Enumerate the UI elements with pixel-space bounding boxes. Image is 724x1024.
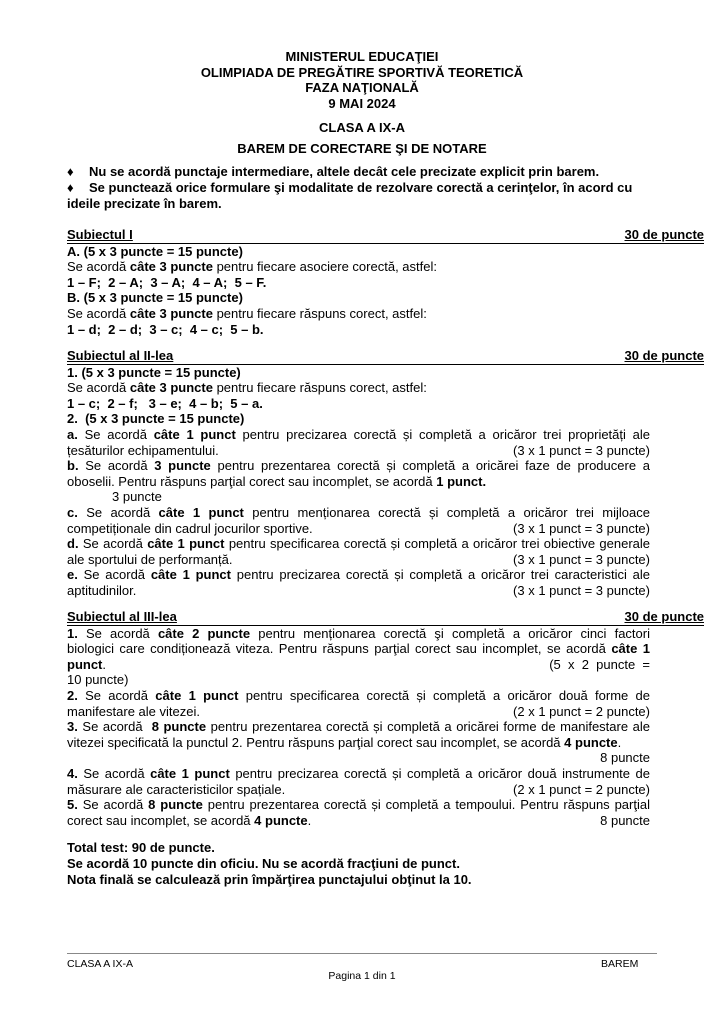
bold-text: câte 1 punct [155, 687, 239, 703]
text: . [102, 656, 107, 672]
bold-text: c. [67, 504, 78, 520]
section-points: 30 de puncte [624, 609, 704, 624]
text: Se acordă [77, 719, 152, 735]
line-text [67, 536, 650, 552]
line-text [67, 411, 650, 427]
text: pentru prezentarea corectă și completă a oricărei forme de manifestare ale [206, 719, 650, 735]
grading-line [67, 443, 650, 459]
text: manifestare ale vitezei. [67, 703, 200, 719]
bold-text: câte 1 [611, 641, 650, 657]
bold-text: 4 puncte [564, 734, 618, 750]
grading-line [67, 365, 650, 381]
line-text [67, 443, 505, 459]
text: Se acordă [67, 305, 130, 321]
grading-line [67, 641, 650, 657]
score-breakdown: (3 x 1 punct = 3 puncte) [513, 582, 650, 598]
bold-text: 1. (5 x 3 puncte = 15 puncte) [67, 364, 241, 380]
line-text [67, 489, 650, 505]
grading-line [67, 275, 650, 291]
text: pentru fiecare răspuns corect, astfel: [212, 305, 427, 321]
text: pentru fiecare asociere corectă, astfel: [212, 259, 437, 275]
bold-text: 2. (5 x 3 puncte = 15 puncte) [67, 411, 245, 427]
total-points: Total test: 90 de puncte. [67, 840, 215, 855]
section-subject-3 [67, 610, 704, 828]
line-text [67, 427, 650, 443]
text: pentru precizarea corectă și completă a oricăror trei proprietăți ale [235, 426, 650, 442]
text: Se acordă [77, 625, 158, 641]
text: Se acordă [77, 426, 154, 442]
text: 8 puncte [600, 750, 650, 766]
text: Se acordă [77, 567, 151, 583]
text: pentru specificarea corectă și completă a oricăror două forme de [238, 687, 650, 703]
line-text [67, 306, 650, 322]
line-text [67, 719, 650, 735]
rule-item [67, 180, 667, 196]
line-text [67, 259, 650, 275]
bold-text: câte 3 puncte [129, 380, 213, 396]
section-title: Subiectul I [67, 227, 133, 242]
text: pentru prezentarea corectă și completă a oricărei faze de producere a [210, 458, 650, 474]
text: . [617, 734, 622, 750]
bold-text: câte 3 puncte [129, 259, 213, 275]
text: Se acordă [77, 797, 149, 813]
grading-line [67, 306, 650, 322]
grading-line [67, 474, 650, 490]
line-text [67, 244, 650, 260]
grading-line [67, 489, 650, 505]
grading-line [67, 750, 650, 766]
text: măsurare ale caracteristicilor spațiale. [67, 781, 286, 797]
grading-line [67, 380, 650, 396]
bold-text: 3 puncte [154, 458, 211, 474]
score-breakdown: (3 x 1 punct = 3 puncte) [513, 520, 650, 536]
rule-text: Nu se acordă punctaje intermediare, altele decât cele precizate explicit prin barem. [89, 164, 600, 179]
text: competiționale din cadrul jocurilor sportive. [67, 520, 313, 536]
grading-line [67, 322, 650, 338]
text: biologici care condiționează viteza. Pentru răspuns parţial corect sau incomplet, se acordă [67, 641, 612, 657]
footer-class: CLASA A IX-A [67, 958, 133, 970]
section-heading [67, 610, 704, 626]
section-points: 30 de puncte [624, 348, 704, 363]
grading-line [67, 704, 650, 720]
text: corect sau incomplet, se acordă [67, 812, 255, 828]
bold-text: 1 punct. [436, 473, 487, 489]
grading-line [67, 782, 650, 798]
line-text [67, 626, 650, 642]
grading-line [67, 567, 650, 583]
score-breakdown: (2 x 1 punct = 2 puncte) [513, 703, 650, 719]
line-text [67, 552, 505, 568]
header-phase: FAZA NAŢIONALĂ [305, 80, 419, 95]
line-text [67, 275, 650, 291]
line-text [67, 474, 650, 490]
bold-text: 1 – c; 2 – f; 3 – e; 4 – b; 5 – a. [67, 395, 263, 411]
grading-line [67, 657, 650, 673]
class-label: CLASA A IX-A [319, 120, 405, 135]
line-text [67, 322, 650, 338]
document-header [0, 49, 724, 111]
final-grade-note: Nota finală se calculează prin împărţirea punctajului obţinut la 10. [67, 872, 472, 887]
footer-divider [67, 953, 657, 954]
line-text [67, 688, 650, 704]
grading-line [67, 411, 650, 427]
line-text [67, 380, 650, 396]
score-breakdown: (2 x 1 punct = 2 puncte) [513, 781, 650, 797]
line-text [67, 567, 650, 583]
totals [67, 840, 472, 888]
bold-text: câte 1 punct [150, 567, 231, 583]
page-number: Pagina 1 din 1 [328, 970, 396, 982]
line-text [67, 505, 650, 521]
grading-line [67, 521, 650, 537]
score-breakdown: (3 x 1 punct = 3 puncte) [513, 442, 650, 458]
grading-line [67, 583, 650, 599]
bold-text: câte 3 puncte [129, 305, 213, 321]
line-text [67, 365, 650, 381]
text: vitezei specificată la punctul 2. Pentru răspuns parţial corect sau incomplet, se acordă [67, 734, 565, 750]
bold-text: 1 – F; 2 – A; 3 – A; 4 – A; 5 – F. [67, 274, 267, 290]
bold-text: câte 1 punct [147, 536, 225, 552]
text: Se acordă [78, 536, 148, 552]
grading-line [67, 813, 650, 829]
footer-doc-type: BAREM [601, 958, 639, 970]
grading-line [67, 458, 650, 474]
line-text [67, 641, 650, 657]
text: pentru fiecare răspuns corect, astfel: [212, 380, 427, 396]
grading-line [67, 290, 650, 306]
bonus-points-note: Se acordă 10 puncte din oficiu. Nu se acordă fracţiuni de punct. [67, 856, 460, 871]
score-breakdown: (3 x 1 punct = 3 puncte) [513, 551, 650, 567]
bold-text: B. (5 x 3 puncte = 15 puncte) [67, 290, 243, 306]
line-text [67, 583, 505, 599]
line-text [67, 704, 505, 720]
bold-text: A. (5 x 3 puncte = 15 puncte) [67, 243, 243, 259]
text: 10 puncte) [67, 672, 129, 688]
bold-text: d. [67, 536, 79, 552]
section-subject-2 [67, 349, 704, 599]
grading-line [67, 719, 650, 735]
grading-line [67, 244, 650, 260]
header-date: 9 MAI 2024 [328, 95, 396, 111]
text: ale sportului de performanță. [67, 551, 233, 567]
grading-line [67, 552, 650, 568]
rule-text: Se punctează orice formulare şi modalitate de rezolvare corectă a cerinţelor, în acord cu [89, 180, 633, 195]
bold-text: 1 – d; 2 – d; 3 – c; 4 – c; 5 – b. [67, 321, 264, 337]
score-breakdown: 8 puncte [600, 812, 650, 828]
header-olympiad: OLIMPIADA DE PREGĂTIRE SPORTIVĂ TEORETICĂ [200, 64, 524, 80]
text: Se acordă [77, 765, 151, 781]
bold-text: 1. [67, 625, 78, 641]
grading-line [67, 797, 650, 813]
text: aptitudinilor. [67, 582, 137, 598]
text: Se acordă [67, 380, 130, 396]
bold-text: 8 puncte [151, 719, 207, 735]
line-text [67, 797, 650, 813]
bold-text: câte 2 puncte [157, 625, 251, 641]
bold-text: câte 1 punct [158, 504, 244, 520]
diamond-bullet-icon: ♦ [67, 164, 74, 179]
text: țesăturilor echipamentului. [67, 442, 219, 458]
text: Se acordă [77, 687, 156, 703]
line-text [67, 750, 650, 766]
bold-text: 8 puncte [148, 797, 203, 813]
bold-text: 4. [67, 765, 78, 781]
text: pentru prezentarea corectă și completă a tempoului. Pentru răspuns parţial [202, 797, 650, 813]
bold-text: 3. [67, 719, 78, 735]
bold-text: b. [67, 458, 79, 474]
grading-line [67, 427, 650, 443]
line-text [67, 458, 650, 474]
line-text [67, 657, 541, 673]
section-points: 30 de puncte [624, 227, 704, 242]
header-ministry: MINISTERUL EDUCAŢIEI [285, 49, 439, 64]
section-title: Subiectul al II-lea [67, 348, 174, 363]
line-text [67, 290, 650, 306]
grading-line [67, 626, 650, 642]
line-text [67, 521, 505, 537]
bold-text: punct [67, 656, 103, 672]
text: pentru menționarea corectă și completă a oricăror trei mijloace [243, 504, 650, 520]
diamond-bullet-icon: ♦ [67, 180, 74, 195]
text: Se acordă [67, 259, 130, 275]
bold-text: 2. [67, 687, 78, 703]
bold-text: câte 1 punct [153, 426, 236, 442]
line-text [67, 396, 650, 412]
section-subject-1 [67, 228, 704, 337]
grading-line [67, 672, 650, 688]
text: . [307, 812, 312, 828]
grading-line [67, 259, 650, 275]
line-text [67, 672, 650, 688]
score-breakdown: (5 x 2 puncte = [549, 656, 650, 672]
grading-line [67, 396, 650, 412]
grading-line [67, 688, 650, 704]
section-title: Subiectul al III-lea [67, 609, 177, 624]
line-text [67, 813, 592, 829]
section-heading [67, 349, 704, 365]
rule-item [67, 164, 667, 180]
line-text [67, 782, 505, 798]
text: Se acordă [77, 504, 159, 520]
bold-text: 4 puncte [254, 812, 308, 828]
line-text [67, 766, 650, 782]
text: 3 puncte [112, 489, 162, 505]
grading-line [67, 536, 650, 552]
general-rules [67, 164, 667, 212]
grading-line [67, 766, 650, 782]
rule-continuation: ideile precizate în barem. [67, 196, 222, 211]
section-heading [67, 228, 704, 244]
text: pentru precizarea corectă și completă a oricăror două instrumente de [229, 765, 651, 781]
text: pentru specificarea corectă și completă a oricăror trei obiective generale [224, 536, 651, 552]
grading-line [67, 505, 650, 521]
text: pentru menționarea corectă şi completă a oricăror cinci factori [250, 625, 650, 641]
text: pentru precizarea corectă și completă a oricăror trei caracteristici ale [231, 567, 650, 583]
line-text [67, 735, 650, 751]
text: oboselii. Pentru răspuns parţial corect sau incomplet, se acordă [67, 473, 437, 489]
document-title: BAREM DE CORECTARE ŞI DE NOTARE [237, 141, 487, 156]
bold-text: câte 1 punct [150, 765, 230, 781]
bold-text: a. [67, 426, 78, 442]
text: Se acordă [78, 458, 155, 474]
bold-text: 5. [67, 797, 78, 813]
bold-text: e. [67, 567, 78, 583]
grading-line [67, 735, 650, 751]
